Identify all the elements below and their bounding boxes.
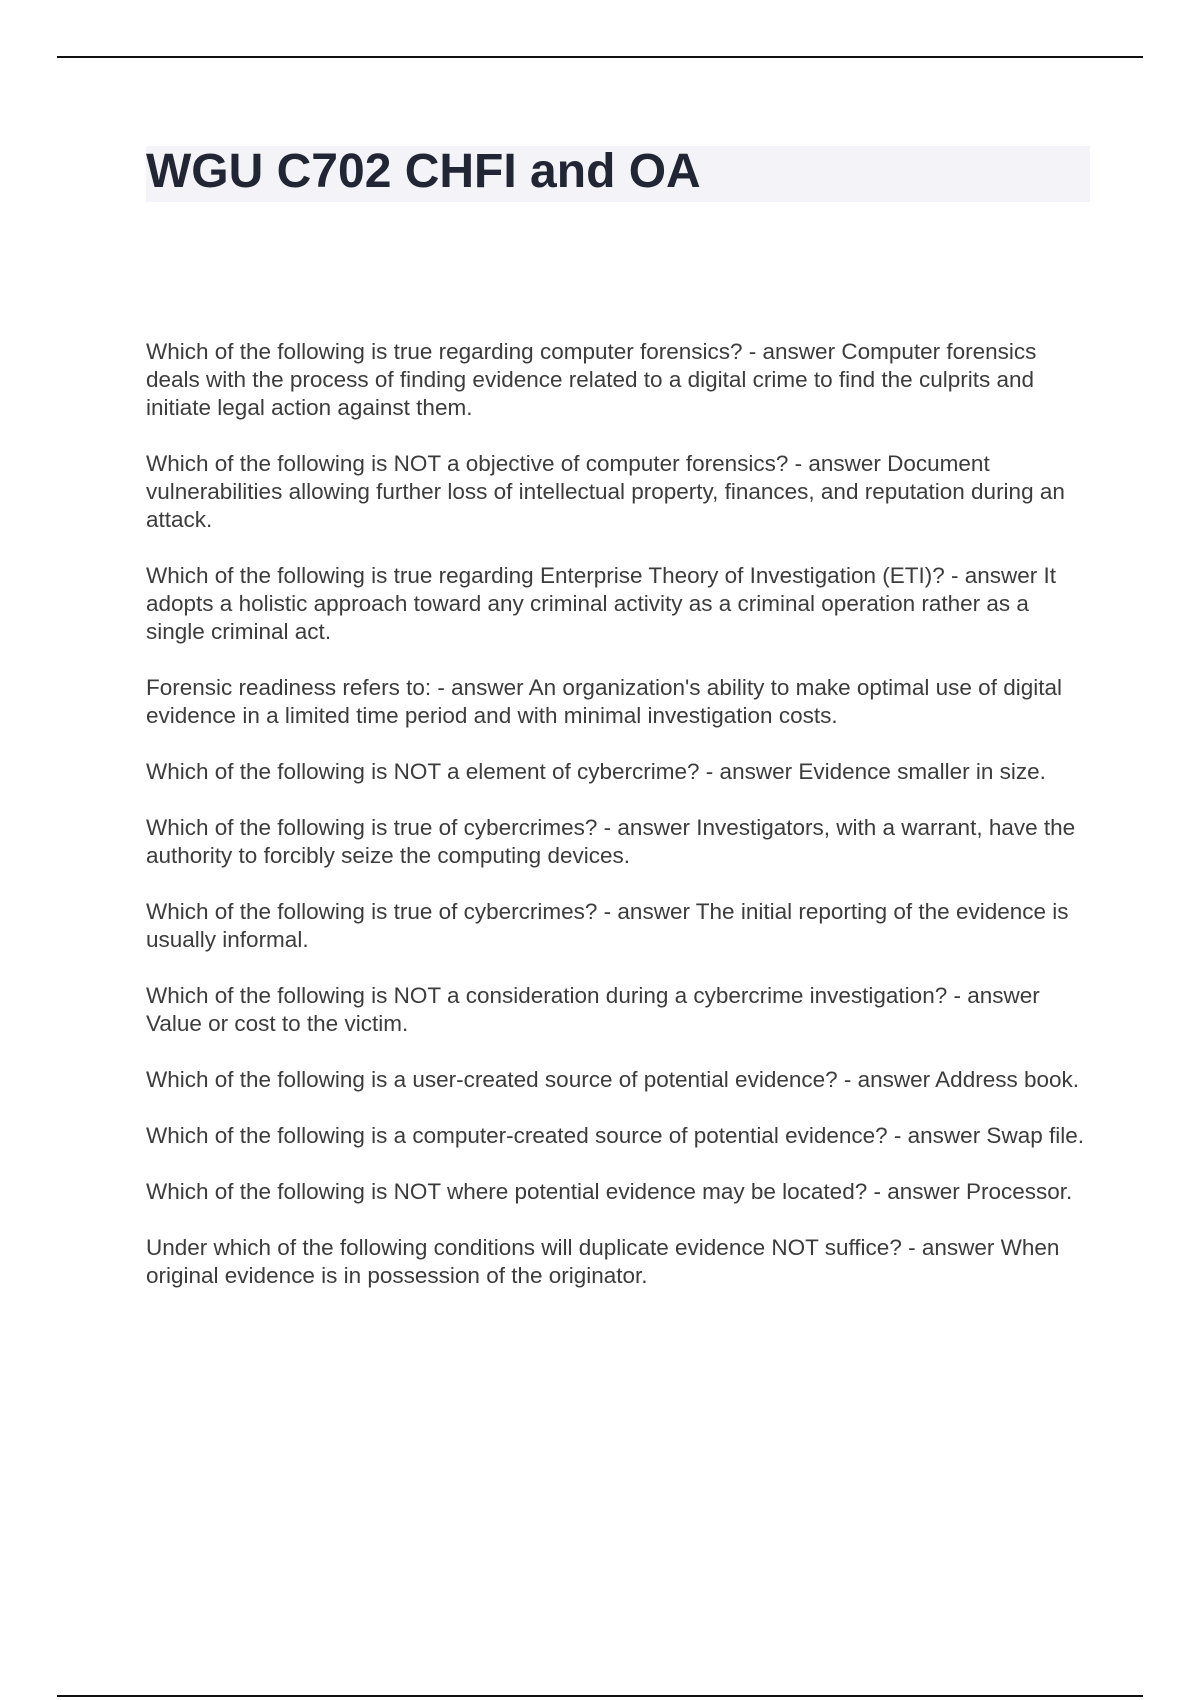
qa-item: Which of the following is true regarding Enterprise Theory of Investigation (ETI)? - answer It adopts a holistic approach toward any criminal activity as a criminal operation rather as a single criminal act. xyxy=(146,563,1056,644)
qa-item: Forensic readiness refers to: - answer An organization's ability to make optimal use of digital evidence in a limited time period and with minimal investigation costs. xyxy=(146,675,1062,728)
qa-item: Which of the following is NOT a consideration during a cybercrime investigation? - answer Value or cost to the victim. xyxy=(146,983,1040,1036)
qa-item: Under which of the following conditions will duplicate evidence NOT suffice? - answer When original evidence is in possession of the originator. xyxy=(146,1235,1060,1288)
document-title: WGU C702 CHFI and OA xyxy=(146,145,701,198)
qa-item: Which of the following is true regarding computer forensics? - answer Computer forensics deals with the process of finding evidence related to a digital crime to find the culprits and initiate legal action against them. xyxy=(146,339,1037,420)
qa-item: Which of the following is a computer-created source of potential evidence? - answer Swap file. xyxy=(146,1123,1084,1148)
qa-item: Which of the following is NOT a objective of computer forensics? - answer Document vulnerabilities allowing further loss of intellectual property, finances, and reputation during an attack. xyxy=(146,451,1065,532)
qa-item: Which of the following is a user-created source of potential evidence? - answer Address book. xyxy=(146,1067,1080,1092)
bottom-divider xyxy=(57,1695,1143,1697)
qa-item: Which of the following is true of cybercrimes? - answer The initial reporting of the evidence is usually informal. xyxy=(146,899,1069,952)
qa-list xyxy=(146,338,1086,1318)
top-divider xyxy=(57,56,1143,58)
qa-item: Which of the following is NOT a element of cybercrime? - answer Evidence smaller in size. xyxy=(146,759,1046,784)
qa-item: Which of the following is true of cybercrimes? - answer Investigators, with a warrant, have the authority to forcibly seize the computing devices. xyxy=(146,815,1076,868)
qa-item: Which of the following is NOT where potential evidence may be located? - answer Processor. xyxy=(146,1179,1073,1204)
